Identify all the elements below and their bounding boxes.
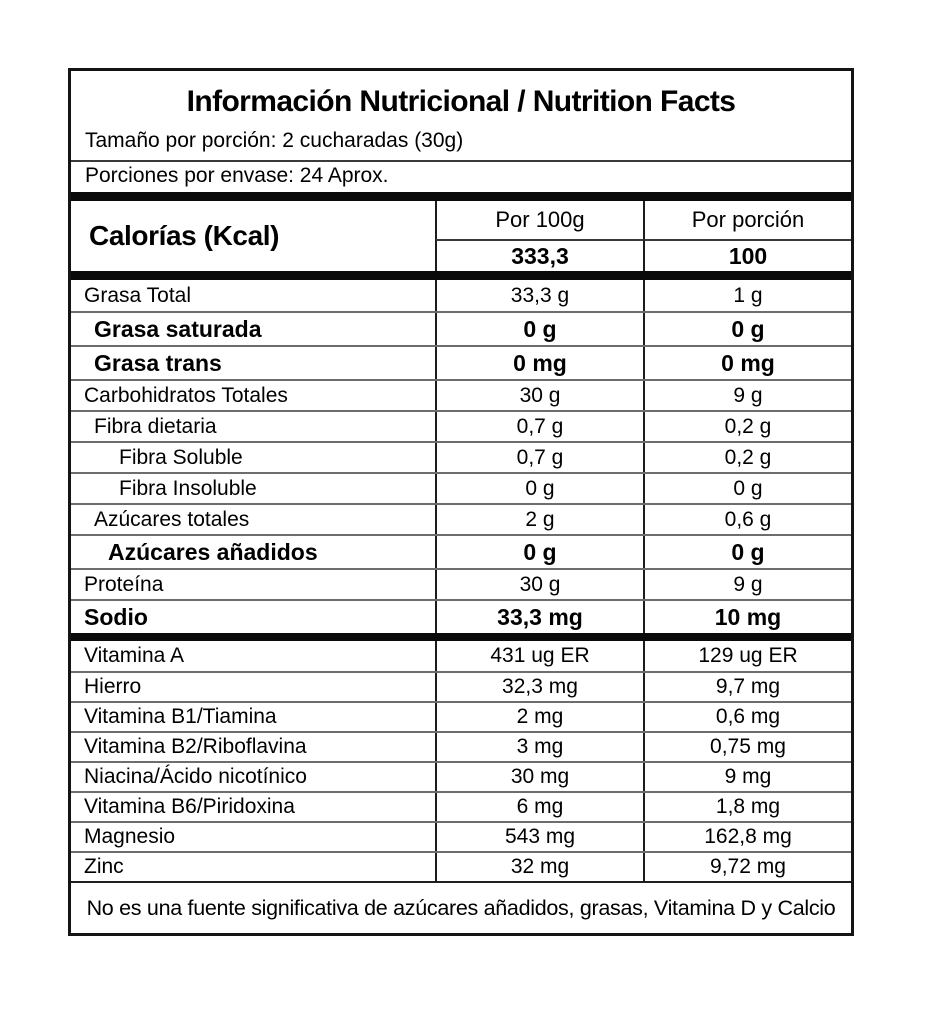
table-row [71, 472, 851, 503]
nutrient-per-portion-value: 9,7 mg [643, 673, 851, 701]
nutrient-per-100g-value: 33,3 g [435, 280, 643, 311]
nutrient-per-100g-value: 32,3 mg [435, 673, 643, 701]
nutrient-per-100g-value: 3 mg [435, 733, 643, 761]
nutrient-per-100g-value: 0 mg [435, 347, 643, 379]
nutrient-per-portion-value: 9 g [643, 570, 851, 599]
serving-size-text: Tamaño por porción: 2 cucharadas (30g) [71, 127, 851, 162]
nutrient-per-100g-value: 0 g [435, 474, 643, 503]
nutrient-name: Azúcares añadidos [108, 538, 318, 565]
nutrient-per-portion-value: 9,72 mg [643, 853, 851, 881]
nutrient-name: Grasa saturada [94, 315, 262, 342]
table-row [71, 345, 851, 379]
nutrient-per-100g-value: 33,3 mg [435, 601, 643, 633]
nutrient-per-100g-value: 0,7 g [435, 412, 643, 441]
nutrient-name: Proteína [84, 572, 164, 596]
table-row [71, 731, 851, 761]
table-row [71, 534, 851, 568]
nutrient-name: Magnesio [84, 825, 176, 848]
nutrient-name: Vitamina B2/Riboflavina [84, 735, 307, 758]
nutrient-per-100g-value: 0 g [435, 313, 643, 345]
label-title: Información Nutricional / Nutrition Facts [186, 85, 736, 118]
nutrient-per-100g-value: 2 mg [435, 703, 643, 731]
thick-separator-calories [71, 271, 851, 280]
nutrient-name: Niacina/Ácido nicotínico [84, 765, 307, 788]
nutrient-per-portion-value: 9 g [643, 381, 851, 410]
nutrient-per-100g-value: 2 g [435, 505, 643, 534]
nutrient-name: Azúcares totales [94, 507, 250, 531]
nutrient-per-portion-value: 0,75 mg [643, 733, 851, 761]
calories-per-100g-value: 333,3 [435, 239, 643, 271]
nutrient-name: Hierro [84, 675, 142, 698]
nutrient-per-portion-value: 0 mg [643, 347, 851, 379]
nutrient-per-100g-value: 30 g [435, 381, 643, 410]
thick-separator-top [71, 192, 851, 201]
table-row [71, 379, 851, 410]
table-row [71, 701, 851, 731]
nutrient-name: Vitamina B1/Tiamina [84, 705, 277, 728]
table-row [71, 791, 851, 821]
nutrient-per-portion-value: 1 g [643, 280, 851, 311]
nutrient-per-100g-value: 30 g [435, 570, 643, 599]
calories-label: Calorías (Kcal) [89, 220, 280, 251]
nutrient-per-portion-value: 0,6 g [643, 505, 851, 534]
nutrient-per-100g-value: 543 mg [435, 823, 643, 851]
servings-per-container-text: Porciones por envase: 24 Aprox. [85, 164, 389, 187]
nutrients-table [71, 280, 851, 633]
table-row [71, 311, 851, 345]
nutrient-per-portion-value: 129 ug ER [643, 641, 851, 671]
table-row [71, 671, 851, 701]
nutrient-per-100g-value: 32 mg [435, 853, 643, 881]
table-row [71, 441, 851, 472]
nutrient-per-portion-value: 0,2 g [643, 443, 851, 472]
nutrition-facts-label [68, 68, 854, 936]
calories-section [71, 201, 851, 271]
table-row [71, 599, 851, 633]
nutrient-name: Fibra Insoluble [119, 476, 257, 500]
thick-separator-vitamins [71, 633, 851, 641]
nutrient-per-100g-value: 0,7 g [435, 443, 643, 472]
nutrient-name: Grasa trans [94, 349, 222, 376]
nutrient-per-portion-value: 162,8 mg [643, 823, 851, 851]
column-header-per-100g: Por 100g [435, 201, 643, 239]
nutrient-per-portion-value: 0,6 mg [643, 703, 851, 731]
nutrient-name: Sodio [84, 603, 148, 630]
table-row [71, 851, 851, 881]
nutrient-name: Fibra dietaria [94, 414, 217, 438]
nutrient-per-portion-value: 0 g [643, 313, 851, 345]
nutrient-name: Grasa Total [84, 283, 191, 307]
nutrient-per-100g-value: 431 ug ER [435, 641, 643, 671]
nutrient-per-portion-value: 1,8 mg [643, 793, 851, 821]
nutrient-per-portion-value: 0 g [643, 536, 851, 568]
nutrient-per-100g-value: 30 mg [435, 763, 643, 791]
table-row [71, 568, 851, 599]
nutrient-name: Vitamina A [84, 644, 185, 667]
calories-per-portion-value: 100 [643, 239, 851, 271]
nutrient-per-portion-value: 9 mg [643, 763, 851, 791]
table-row [71, 641, 851, 671]
nutrient-per-100g-value: 6 mg [435, 793, 643, 821]
nutrient-per-portion-value: 10 mg [643, 601, 851, 633]
nutrient-per-100g-value: 0 g [435, 536, 643, 568]
nutrient-per-portion-value: 0 g [643, 474, 851, 503]
footnote-text: No es una fuente significativa de azúcares añadidos, grasas, Vitamina D y Calcio [71, 881, 851, 933]
table-row [71, 280, 851, 311]
table-row [71, 821, 851, 851]
table-row [71, 503, 851, 534]
vitamins-table [71, 641, 851, 881]
table-row [71, 410, 851, 441]
nutrient-per-portion-value: 0,2 g [643, 412, 851, 441]
nutrient-name: Zinc [84, 855, 124, 878]
nutrient-name: Vitamina B6/Piridoxina [84, 795, 295, 818]
nutrient-name: Carbohidratos Totales [84, 383, 288, 407]
column-header-per-portion: Por porción [643, 201, 851, 239]
table-row [71, 761, 851, 791]
nutrient-name: Fibra Soluble [119, 445, 243, 469]
